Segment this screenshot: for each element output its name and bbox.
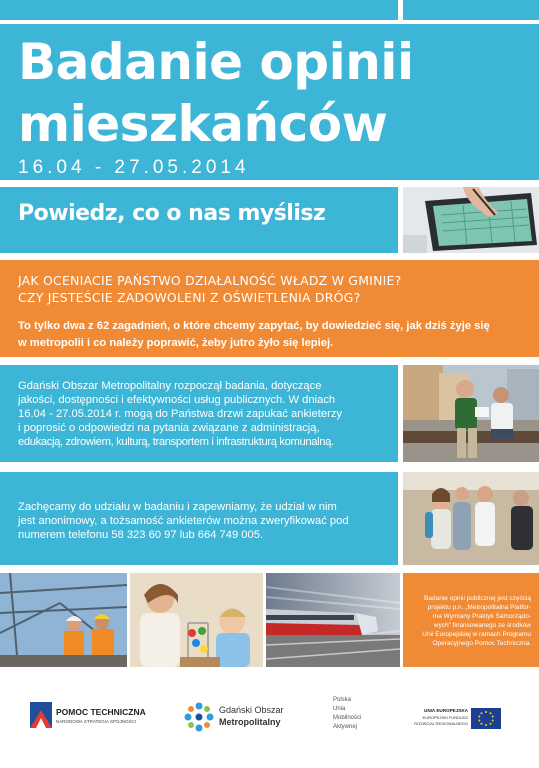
pomoc-techniczna-logo-icon xyxy=(30,702,52,728)
survey-info-line: jakości, dostępności i efektywności usług publicznych. W dniach xyxy=(18,394,336,406)
eu-name: UNIA EUROPEJSKA xyxy=(424,708,468,713)
eu-fund-line-1: EUROPEJSKI FUNDUSZ xyxy=(422,715,468,720)
survey-info-line: Gdański Obszar Metropolitalny rozpoczął badania, dotyczące xyxy=(18,380,322,392)
date-range: 16.04 - 27.05.2014 xyxy=(18,157,250,178)
funding-note-line: Unii Europejskiej w ramach Programu xyxy=(422,631,531,638)
pomoc-techniczna-subtitle: NARODOWA STRATEGIA SPÓJNOŚCI xyxy=(56,719,137,724)
eu-fund-line-2: ROZWOJU REGIONALNEGO xyxy=(414,721,468,726)
puma-line: Polska xyxy=(333,697,352,703)
funding-note-line: Badanie opinii publicznej jest częścią xyxy=(424,595,531,602)
participation-info-line: numerem telefonu 58 323 60 97 lub 664 749 005. xyxy=(18,529,264,541)
eu-flag-icon xyxy=(471,708,501,729)
gom-name-line-1: Gdański Obszar xyxy=(219,705,284,715)
question-1: JAK OCENIACIE PAŃSTWO DZIAŁALNOŚĆ WŁADZ W GMINIE? xyxy=(18,273,402,288)
question-2: CZY JESTEŚCIE ZADOWOLENI Z OŚWIETLENIA DRÓG? xyxy=(18,290,361,305)
young-people-photo xyxy=(403,472,539,565)
street-interview-photo xyxy=(403,365,539,462)
construction-workers-photo xyxy=(0,573,127,667)
puma-logo xyxy=(333,696,361,732)
survey-info-line: 16.04 - 27.05.2014 r. mogą do Państwa drzwi zapukać ankieterzy xyxy=(18,408,343,420)
participation-info-line: jest anonimowy, a tożsamość ankieterów można zweryfikować pod xyxy=(18,515,349,527)
puma-line: Aktywnej xyxy=(333,724,358,730)
participation-info-box xyxy=(0,472,398,565)
puma-line: Unia xyxy=(333,706,346,712)
puma-line: Mobilności xyxy=(333,715,362,721)
intro-line-1: To tylko dwa z 62 zagadnień, o które chcemy zapytać, by dowiedzieć się, jak dziś żyje się xyxy=(18,320,490,332)
intro-line-2: w metropolii i co należy poprawić, żeby jutro żyło się lepiej. xyxy=(18,337,334,349)
funding-note-line: wych” finansowanego ze środków xyxy=(433,622,531,629)
funding-note-line: projektu p.n. „Metropolitalna Platfor- xyxy=(427,604,531,611)
funding-note-line: Operacyjnego Pomoc Techniczna. xyxy=(432,640,531,647)
tablet-photo xyxy=(403,187,539,253)
funding-note-line: ma Wymiany Praktyk Samorządo- xyxy=(432,613,531,620)
title-line-2: mieszkańców xyxy=(18,95,388,153)
top-strip-right xyxy=(403,0,539,20)
survey-info-line: edukacją, zdrowiem, kulturą, transportem i infrastrukturą komunalną. xyxy=(18,436,334,448)
moving-train-photo xyxy=(266,573,400,667)
gom-name-line-2: Metropolitalny xyxy=(219,717,281,727)
tagline-bar xyxy=(0,187,398,253)
funding-note-box xyxy=(403,573,539,667)
tagline: Powiedz, co o nas myślisz xyxy=(18,201,326,226)
participation-info-line: Zachęcamy do udziału w badaniu i zapewniamy, że udział w nim xyxy=(18,501,337,513)
question-band xyxy=(0,260,539,357)
survey-info-line: i poprosić o odpowiedzi na pytania związane z administracją, xyxy=(18,422,320,434)
top-strip-left xyxy=(0,0,398,20)
mother-and-child-photo xyxy=(130,573,263,667)
title-line-1: Badanie opinii xyxy=(18,33,414,91)
pomoc-techniczna-name: POMOC TECHNICZNA xyxy=(56,707,146,717)
logo-bar xyxy=(0,688,539,768)
gom-logo-icon xyxy=(184,702,214,732)
hero-banner xyxy=(0,24,539,180)
survey-info-box xyxy=(0,365,398,462)
